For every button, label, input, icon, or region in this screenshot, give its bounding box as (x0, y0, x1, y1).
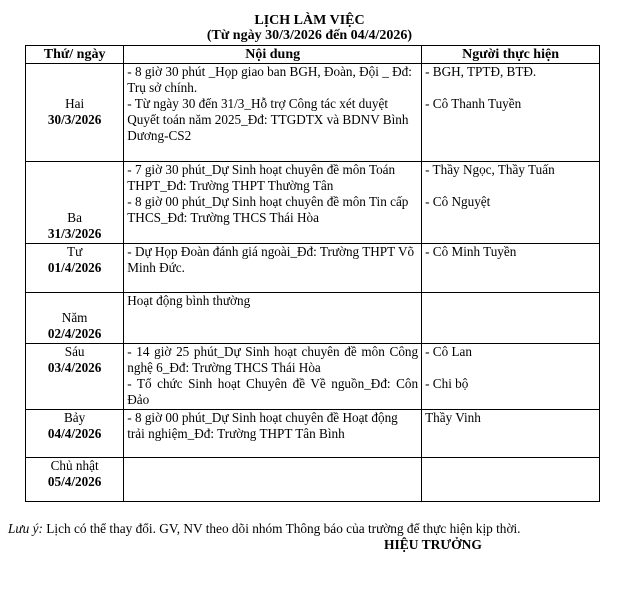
content-item: - 14 giờ 25 phút_Dự Sinh hoạt chuyên đề môn Công nghệ 6_Đđ: Trường THCS Thái Hòa (127, 344, 419, 375)
day-cell (26, 162, 124, 244)
day-cell (26, 64, 124, 162)
day-date: 31/3/2026 (47, 226, 102, 241)
person-item: - Cô Thanh Tuyền (425, 96, 522, 111)
signature-title: HIỆU TRƯỞNG (384, 537, 482, 552)
people-cell (422, 64, 600, 162)
content-cell (124, 410, 422, 458)
day-cell (26, 458, 124, 502)
content-item: - Tổ chức Sinh hoạt Chuyên đề Về nguồn_Đđ: Côn Đảo (127, 376, 419, 407)
day-cell (26, 244, 124, 293)
content-item: Hoạt động bình thường (127, 293, 251, 308)
day-name: Năm (61, 310, 88, 325)
table-row (26, 162, 600, 244)
people-cell (422, 162, 600, 244)
person-item: Thầy Vinh (425, 410, 481, 425)
content-item: - 8 giờ 00 phút_Dự Sinh hoạt chuyên đề môn Tin cấp THCS_Đđ: Trường THCS Thái Hòa (127, 194, 409, 225)
content-item: - 8 giờ 30 phút _Họp giao ban BGH, Đoàn, Đội _ Đđ: Trụ sở chính. (127, 64, 412, 95)
day-name: Ba (67, 210, 82, 225)
day-name: Tư (67, 244, 83, 259)
content-item: - Từ ngày 30 đến 31/3_Hỗ trợ Công tác xét duyệt Quyết toán năm 2025_Đđ: TTGDTX và BDNV Bình Dương-CS2 (127, 96, 409, 143)
table-row (26, 293, 600, 344)
day-name: Chủ nhật (50, 458, 99, 473)
header-people: Người thực hiện (422, 46, 600, 64)
header-day: Thứ/ ngày (26, 46, 124, 64)
content-item: - 8 giờ 00 phút_Dự Sinh hoạt chuyên đề Hoạt động trải nghiệm_Đđ: Trường THPT Tân Bình (127, 410, 398, 441)
day-cell (26, 344, 124, 410)
person-item: - Cô Nguyệt (425, 194, 491, 209)
day-date: 01/4/2026 (47, 260, 102, 275)
table-row (26, 344, 600, 410)
content-cell (124, 293, 422, 344)
note-text: Lịch có thể thay đổi. GV, NV theo dõi nhóm Thông báo của trường để thực hiện kịp thời. (42, 521, 521, 536)
day-cell (26, 410, 124, 458)
content-cell (124, 244, 422, 293)
content-cell (124, 458, 422, 502)
footnote (8, 521, 521, 537)
table-row (26, 244, 600, 293)
content-cell (124, 344, 422, 410)
table-row (26, 64, 600, 162)
content-item: - 7 giờ 30 phút_Dự Sinh hoạt chuyên đề môn Toán THPT_Đđ: Trường THPT Thường Tân (127, 162, 396, 193)
table-row (26, 410, 600, 458)
people-cell (422, 410, 600, 458)
table-row (26, 458, 600, 502)
day-name: Sáu (64, 344, 85, 359)
content-cell (124, 162, 422, 244)
day-date: 03/4/2026 (47, 360, 102, 375)
content-item: - Dự Họp Đoàn đánh giá ngoài_Đđ: Trường THPT Võ Minh Đức. (127, 244, 415, 275)
schedule-table (25, 45, 600, 502)
day-date: 05/4/2026 (47, 474, 102, 489)
document-title: LỊCH LÀM VIỆC (254, 13, 365, 28)
person-item: - Cô Minh Tuyền (425, 244, 517, 259)
day-name: Bảy (64, 410, 86, 425)
day-date: 02/4/2026 (47, 326, 102, 341)
people-cell (422, 344, 600, 410)
day-date: 04/4/2026 (47, 426, 102, 441)
person-item: - BGH, TPTĐ, BTĐ. (425, 64, 537, 79)
person-item: - Thầy Ngọc, Thầy Tuấn (425, 162, 555, 177)
people-cell (422, 293, 600, 344)
people-cell (422, 458, 600, 502)
people-cell (422, 244, 600, 293)
day-date: 30/3/2026 (47, 112, 102, 127)
table-header-row (26, 46, 600, 64)
note-label: Lưu ý: (8, 521, 43, 536)
day-cell (26, 293, 124, 344)
header-content: Nội dung (124, 46, 422, 64)
document-subtitle: (Từ ngày 30/3/2026 đến 04/4/2026) (206, 28, 413, 43)
content-cell (124, 64, 422, 162)
person-item: - Cô Lan (425, 344, 472, 359)
day-name: Hai (65, 96, 85, 111)
person-item: - Chi bộ (425, 376, 469, 391)
